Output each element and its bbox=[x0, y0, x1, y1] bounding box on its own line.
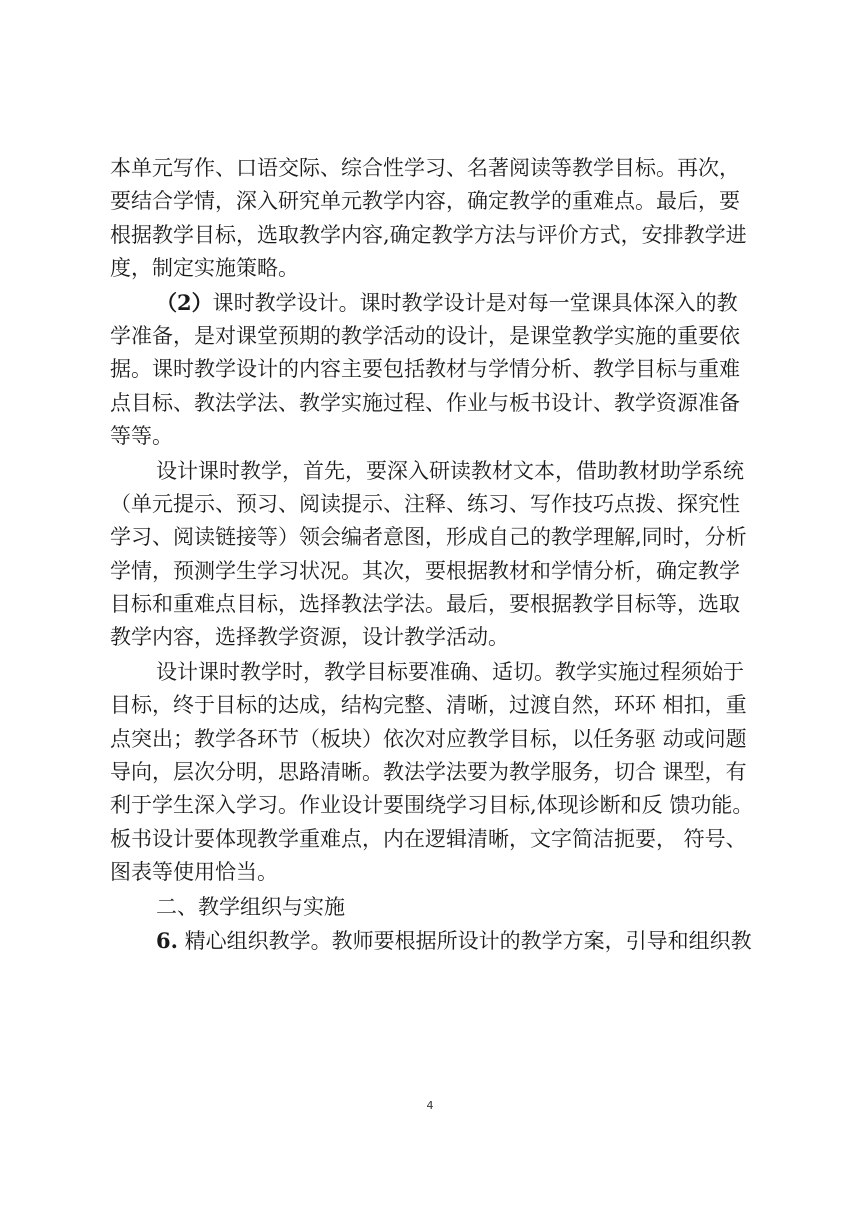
paragraph-line: 板书设计要体现教学重难点，内在逻辑清晰，文字简洁扼要， 符号、 bbox=[110, 827, 747, 851]
paragraph-line bbox=[156, 926, 776, 956]
paragraph-line: 度，制定实施策略。 bbox=[110, 256, 299, 280]
paragraph-line: 教学内容，选择教学资源，设计教学活动。 bbox=[110, 625, 509, 649]
paragraph-line: 本单元写作、口语交际、综合性学习、名著阅读等教学目标。再次， bbox=[110, 156, 740, 180]
paragraph-line: 设计课时教学时，教学目标要准确、适切。教学实施过程须始于 bbox=[156, 660, 744, 684]
paragraph-line: 点突出；教学各环节（板块）依次对应教学目标，以任务驱 动或问题 bbox=[110, 727, 747, 751]
item-2-label: （2） bbox=[156, 290, 213, 315]
paragraph-line: 学情，预测学生学习状况。其次，要根据教材和学情分析，确定教学 bbox=[110, 559, 740, 583]
item-6-label: 6. bbox=[156, 928, 178, 953]
item-6-text: 精心组织教学。教师要根据所设计的教学方案，引导和组织教 bbox=[184, 929, 752, 953]
item-2-text: 课时教学设计。课时教学设计是对每一堂课具体深入的教 bbox=[212, 291, 738, 315]
paragraph-line: 据。课时教学设计的内容主要包括教材与学情分析、教学目标与重难 bbox=[110, 357, 740, 381]
section-heading: 二、教学组织与实施 bbox=[156, 895, 345, 919]
paragraph-line: 点目标、教法学法、教学实施过程、作业与板书设计、教学资源准备 bbox=[110, 391, 740, 415]
paragraph-line: 目标，终于目标的达成，结构完整、清晰，过渡自然，环环 相扣，重 bbox=[110, 693, 747, 717]
page-number: 4 bbox=[426, 1099, 434, 1112]
paragraph-line: 学准备，是对课堂预期的教学活动的设计，是课堂教学实施的重要依 bbox=[110, 324, 740, 348]
paragraph-line: 等等。 bbox=[110, 424, 173, 448]
paragraph-line: （单元提示、预习、阅读提示、注释、练习、写作技巧点拨、探究性 bbox=[110, 492, 740, 516]
paragraph-line: 图表等使用恰当。 bbox=[110, 860, 278, 884]
paragraph-line: 根据教学目标，选取教学内容,确定教学方法与评价方式，安排教学进 bbox=[110, 223, 747, 247]
paragraph-line: 导向，层次分明，思路清晰。教法学法要为教学服务，切合 课型，有 bbox=[110, 760, 747, 784]
paragraph-line: 学习、阅读链接等）领会编者意图，形成自己的教学理解,同时，分析 bbox=[110, 525, 747, 549]
paragraph-line: 设计课时教学，首先，要深入研读教材文本，借助教材助学系统 bbox=[156, 459, 744, 483]
paragraph-line: 目标和重难点目标，选择教法学法。最后，要根据教学目标等，选取 bbox=[110, 592, 740, 616]
paragraph-line bbox=[156, 288, 776, 318]
paragraph-line: 要结合学情，深入研究单元教学内容，确定教学的重难点。最后，要 bbox=[110, 189, 740, 213]
paragraph-line: 利于学生深入学习。作业设计要围绕学习目标,体现诊断和反 馈功能。 bbox=[110, 793, 754, 817]
